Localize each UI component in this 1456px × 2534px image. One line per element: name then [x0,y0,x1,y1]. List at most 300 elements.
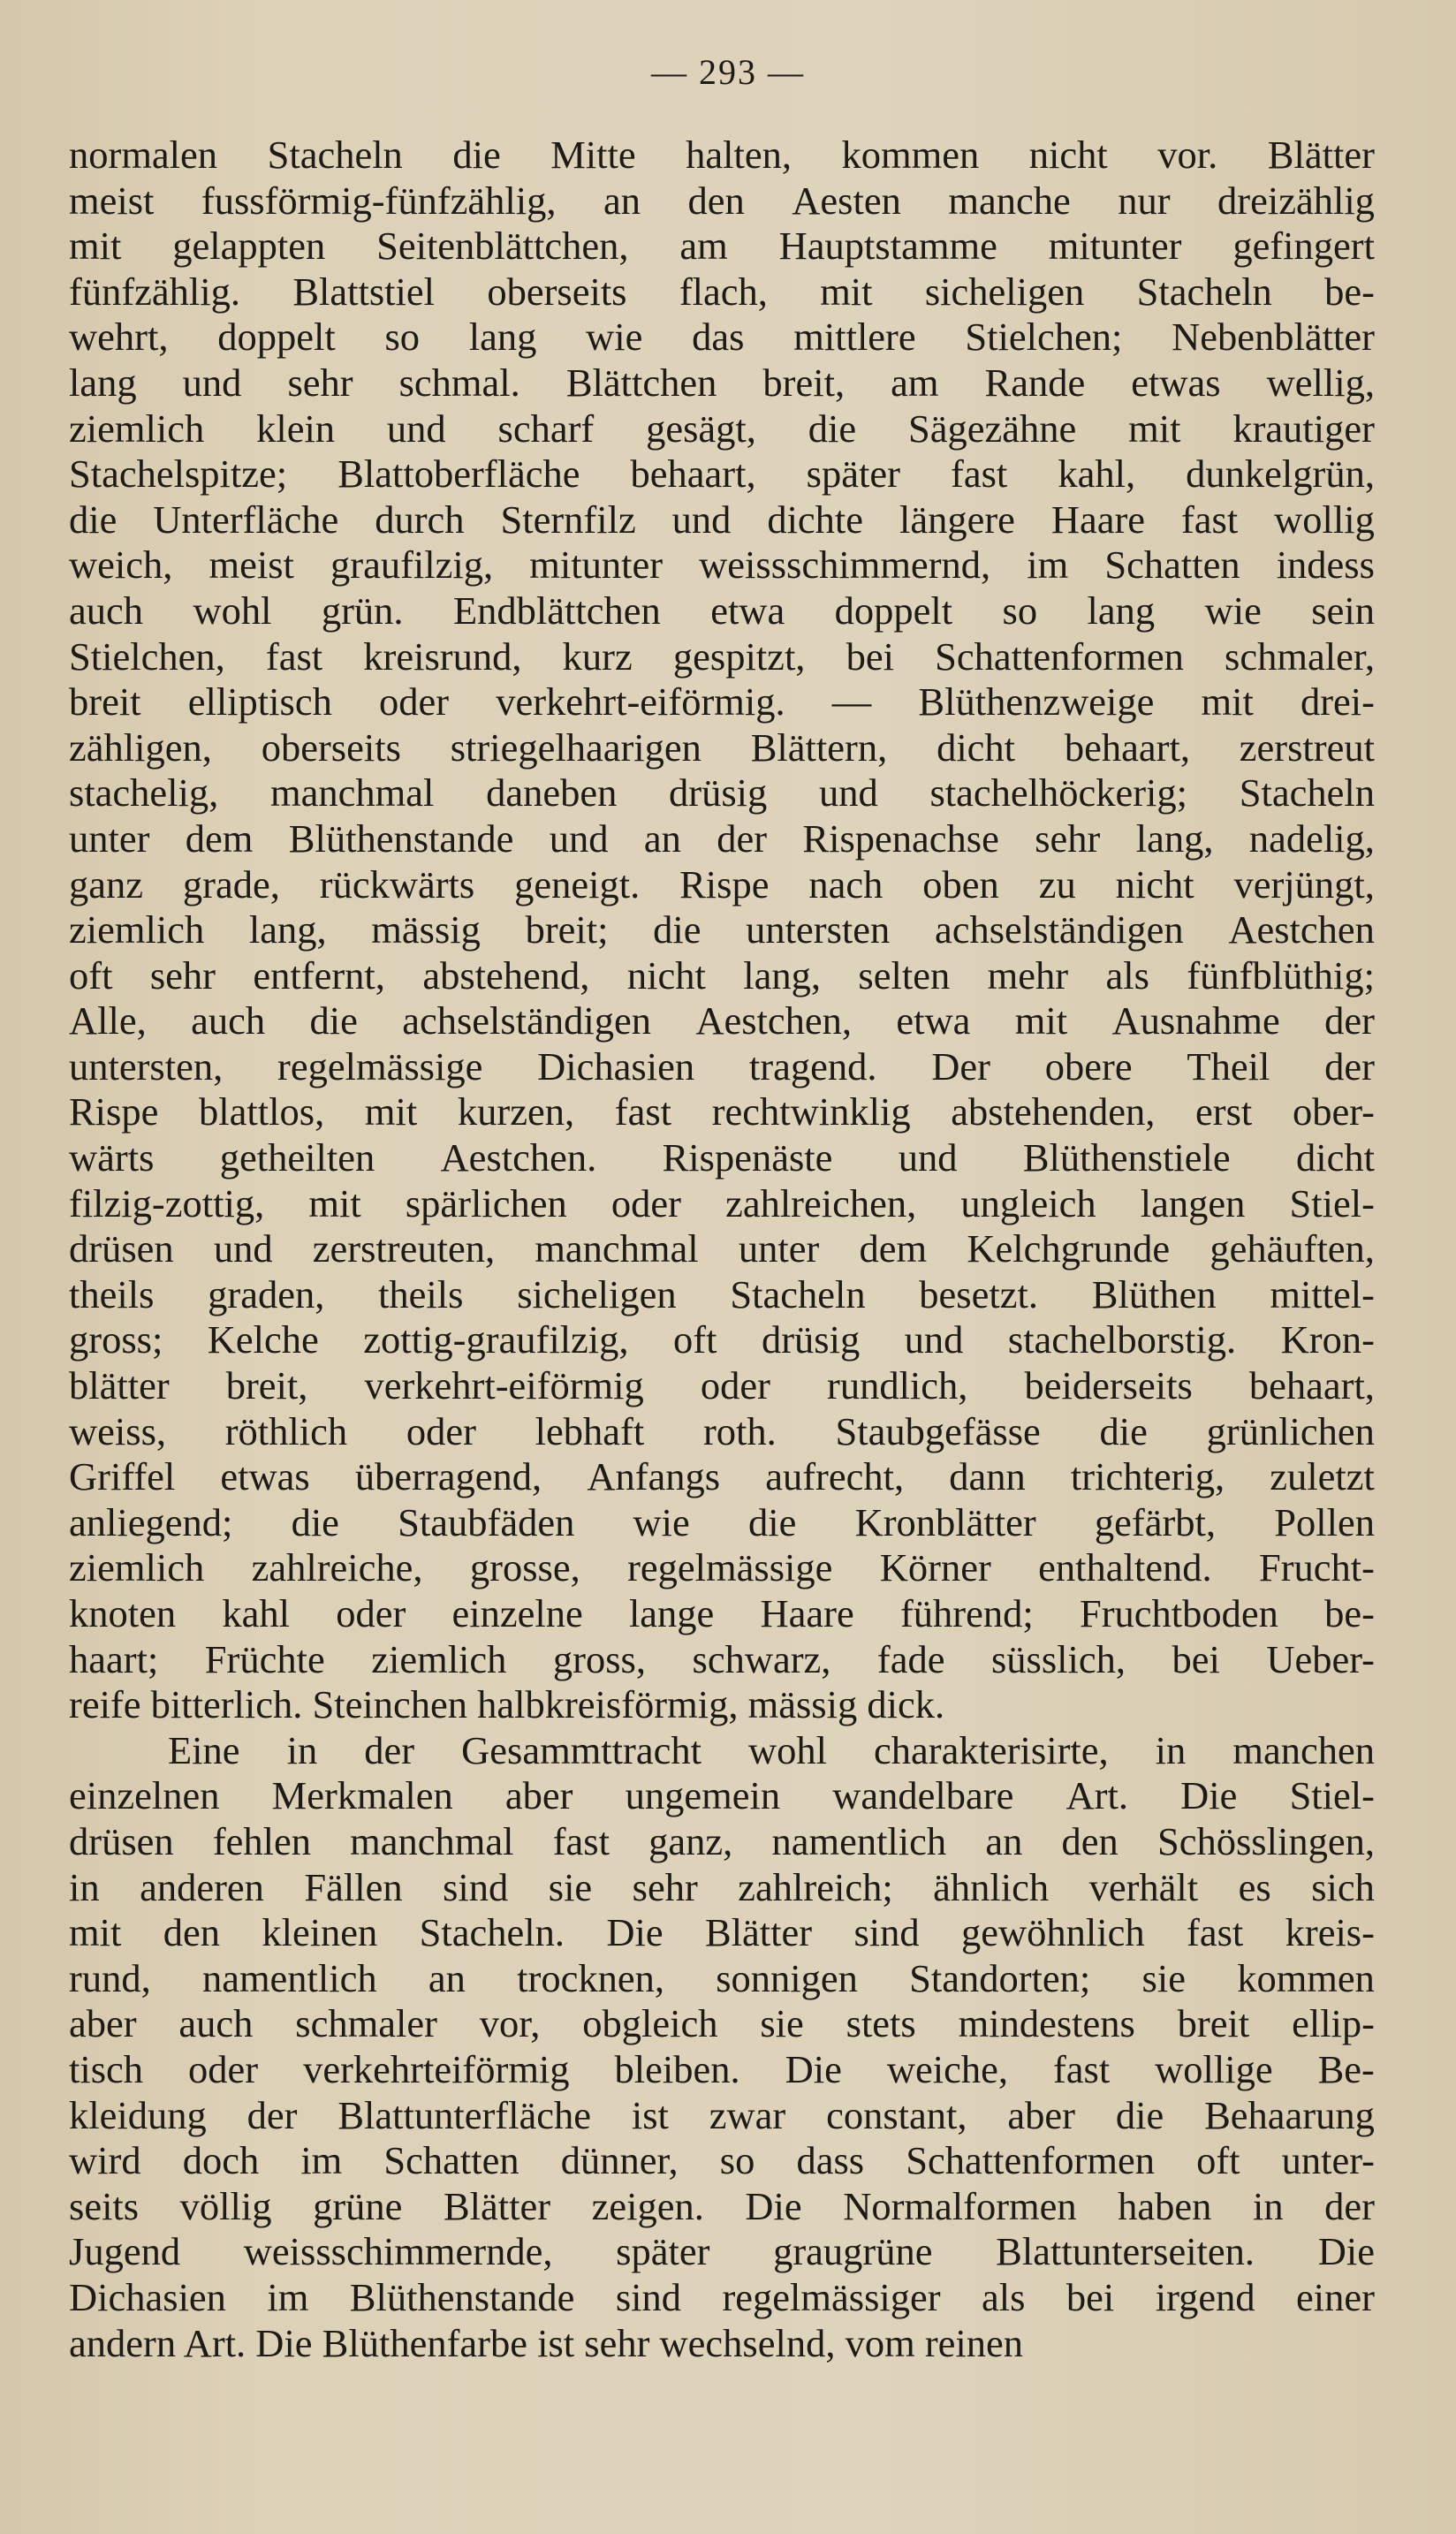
word: lang [69,360,137,405]
word: an [643,816,681,861]
word: mit [820,269,873,314]
text-line [69,178,1375,224]
word: zähligen, [69,725,212,770]
word: und [182,360,242,405]
word: drei- [1300,679,1375,725]
word: dass [796,2138,865,2183]
word: mit [69,224,122,269]
word: fast [951,451,1008,497]
word: zuletzt [1270,1454,1375,1499]
word: an [985,1818,1023,1863]
word: Blätter [443,2183,551,2228]
word: Frucht- [1258,1545,1375,1590]
word: fehlen [212,1818,311,1863]
word: Der [931,1043,990,1089]
word: Kelche [207,1317,319,1362]
word: schmaler, [1225,634,1375,679]
word: ungemein [625,1773,781,1818]
text-line [69,542,1375,588]
text-line [69,1819,1375,1865]
word: fast [614,1089,672,1134]
word: mehr [987,952,1069,998]
word: weiss, [69,1408,167,1453]
text-line [69,1317,1375,1363]
word: ungleich [960,1180,1096,1225]
word: Ausnahme [1111,998,1280,1043]
text-line [69,1956,1375,2002]
word: gesägt, [646,406,756,451]
word: meist [69,178,155,223]
word: einzelne [451,1591,583,1635]
word: weissschimmernd, [699,542,991,588]
word: blattlos, [199,1089,325,1134]
word: so [384,315,421,360]
word: nicht [626,952,706,998]
word: Jugend [69,2229,181,2274]
word: lebhaft [535,1408,645,1453]
word: Sägezähne [908,406,1077,451]
text-line [69,1363,1375,1409]
word: ziemlich [69,907,205,952]
word: gefärbt, [1094,1499,1217,1544]
word: bei [846,634,894,679]
word: so [1002,588,1038,633]
word: oft [673,1317,717,1362]
word: Pollen [1274,1499,1375,1544]
word: Aestchen, [695,998,853,1043]
word: einer [1296,2274,1375,2319]
word: kurz [562,634,633,679]
word: grade, [182,861,280,907]
word: oben [922,861,999,907]
word: wärts [69,1135,155,1180]
word: fünfzählig. [69,269,240,314]
text-line: andern Art. Die Blüthenfarbe ist sehr wechselnd, vom reinen [69,2320,1024,2365]
word: drüsen [69,1818,174,1863]
word: Rispenäste [662,1135,833,1180]
word: dicht [937,725,1016,770]
word: regelmässiger [722,2274,941,2319]
word: vor, [479,2001,541,2046]
word: vor. [1157,133,1218,177]
word: die [69,497,118,542]
word: Blüthenstiele [1022,1135,1231,1180]
word: blätter [69,1363,170,1408]
text-line [69,2001,1375,2047]
word: rundlich, [827,1363,968,1408]
word: dünner, [560,2138,679,2183]
word: die [808,406,857,451]
text-line [69,1637,1375,1683]
text-line [69,1728,1375,1774]
word: in [1155,1727,1187,1772]
word: fade [876,1636,945,1681]
word: trichterig, [1070,1454,1225,1499]
word: ellip- [1292,2001,1375,2046]
text-line [69,1591,1375,1637]
text-line [69,770,1375,816]
word: die [452,133,501,177]
word: Blüthenzweige [918,679,1155,725]
word: indess [1276,542,1375,588]
word: Schattenformen [935,634,1184,679]
text-line [69,1044,1375,1090]
word: selten [858,952,951,998]
word: Ueber- [1266,1636,1375,1681]
word: wie [586,315,643,360]
word: dreizählig [1217,178,1375,223]
word: Alle, [69,998,147,1043]
word: untersten, [69,1043,224,1089]
word: oder [610,1180,681,1225]
word: kreisrund, [363,634,522,679]
word: nicht [1115,861,1194,907]
text-line [69,725,1375,771]
word: Behaarung [1204,2092,1375,2137]
word: gefingert [1232,224,1375,269]
word: etwas [1131,360,1221,405]
word: oft [1196,2138,1240,2183]
word: Unterfläche [153,497,339,542]
word: den [1061,1818,1119,1863]
word: oder [700,1363,770,1408]
word: Stacheln [730,1271,866,1316]
text-line [69,224,1375,269]
text-line [69,953,1375,999]
word: Schatten [1104,542,1240,588]
text-line [69,1181,1375,1227]
word: als [1105,952,1149,998]
word: Stielchen; [965,315,1123,360]
word: Haare [1050,497,1146,542]
word: weissschimmernde, [243,2229,553,2274]
word: dann [949,1454,1026,1499]
word: gespitzt, [672,634,806,679]
text-line [69,2184,1375,2230]
word: tragend. [748,1043,877,1089]
text-line [69,406,1375,452]
word: sind [443,1864,509,1909]
word: mit [1014,998,1068,1043]
text-line [69,1773,1375,1819]
word: graugrüne [773,2229,933,2274]
word: fast [1187,1910,1244,1955]
word: Blüthenstande [349,2274,575,2319]
word: mit [1201,679,1254,725]
text-line [69,1910,1375,1956]
word: meist [209,542,294,588]
word: entfernt, [253,952,385,998]
word: führend; [899,1591,1034,1635]
word: verjüngt, [1233,861,1375,907]
word: lang, [743,952,821,998]
word: daneben [486,770,618,816]
word: Stacheln. [419,1910,565,1955]
word: am [679,224,728,269]
word: in [1252,2183,1284,2228]
word: charakterisirte, [874,1727,1109,1772]
text-line [69,1865,1375,1911]
word: halten, [686,133,792,177]
word: oder [378,679,450,725]
word: auch [191,998,266,1043]
word: wellig, [1266,360,1375,405]
word: Blattunterseiten. [996,2229,1255,2274]
word: es [1238,1864,1271,1909]
word: fast [1052,2046,1111,2091]
word: gewöhnlich [961,1910,1145,1955]
word: aber [69,2001,137,2046]
word: filzig-zottig, [69,1180,265,1225]
word: Stiel- [1289,1180,1375,1225]
word: sicheligen [924,269,1085,314]
word: weiche, [886,2046,1008,2091]
word: Blättern, [750,725,888,770]
word: theils [378,1271,464,1316]
word: zahlreichen, [725,1180,917,1225]
word: gross, [552,1636,647,1681]
word: Kron- [1280,1317,1375,1362]
text-line [69,1272,1375,1318]
word: lange [628,1591,715,1635]
word: breit [69,679,141,725]
word: das [692,315,745,360]
word: am [891,360,939,405]
text-line [69,679,1375,725]
word: mittlere [793,315,916,360]
word: kreis- [1285,1910,1375,1955]
word: die [309,998,358,1043]
word: lang, [248,907,327,952]
word: graufilzig, [330,542,494,588]
word: Standorten; [909,1955,1091,2000]
word: den [687,178,745,223]
word: elliptisch [187,679,332,725]
word: in [286,1727,318,1772]
word: bei [1172,1636,1220,1681]
word: zerstreuten, [312,1226,496,1271]
word: oberseits [487,269,627,314]
word: nicht [1028,133,1108,177]
word: achselständigen [934,907,1184,952]
page-number: — 293 — [651,52,805,92]
word: völlig [179,2183,272,2228]
word: Griffel [69,1454,176,1499]
word: verkehrt-eiförmig [364,1363,644,1408]
word: kurzen, [457,1089,575,1134]
word: Blätter [1267,133,1375,177]
word: gelappten [172,224,326,269]
word: sonnigen [716,1955,858,2000]
word: wie [633,1499,690,1544]
word: geneigt. [514,861,641,907]
word: und [904,1317,964,1362]
word: der [717,816,768,861]
word: sie [760,2001,804,2046]
word: Blättchen [565,360,717,405]
word: haben [1118,2183,1212,2228]
word: gehäuften, [1210,1226,1375,1271]
word: zottig-graufilzig, [363,1317,629,1362]
word: Nebenblätter [1172,315,1375,360]
word: fast [1180,497,1239,542]
word: oder [406,1408,476,1453]
word: kahl [222,1591,290,1635]
word: die [653,907,701,952]
word: wollig [1274,497,1375,542]
word: sicheligen [517,1271,677,1316]
word: nur [1118,178,1171,223]
word: gross; [69,1317,163,1362]
word: tisch [69,2046,144,2091]
text-line [69,1500,1375,1546]
word: abstehenden, [951,1089,1156,1134]
word: Schatten [383,2138,519,2183]
word: behaart, [1248,1363,1375,1408]
word: Theil [1187,1043,1270,1089]
word: constant, [826,2092,967,2137]
word: be- [1324,269,1375,314]
word: breit; [525,907,609,952]
word: mindestens [958,2001,1135,2046]
word: unter [69,816,150,861]
word: unter- [1281,2138,1375,2183]
word: überragend, [354,1454,542,1499]
word: im [1027,542,1069,588]
word: Aestchen [1228,907,1375,952]
word: der [1324,998,1375,1043]
word: getheilten [219,1135,375,1180]
word: namentlich [201,1955,377,2000]
word: als [982,2274,1026,2319]
word: oft [69,952,113,998]
word: längere [899,497,1015,542]
word: die [1115,2092,1164,2137]
word: im [300,2138,343,2183]
word: Dichasien [69,2274,226,2319]
word: Blätter [705,1910,813,1955]
word: Schösslingen, [1156,1818,1375,1863]
word: anderen [140,1864,264,1909]
word: bleiben. [614,2046,740,2091]
text-line [69,269,1375,315]
word: Blüthenstande [288,816,514,861]
word: wehrt, [69,315,169,360]
text-line [69,634,1375,680]
word: kleidung [69,2092,207,2137]
word: sie [548,1864,593,1909]
word: weich, [69,542,173,588]
word: der [1324,1043,1375,1089]
word: beiderseits [1024,1363,1193,1408]
word: ziemlich [69,1545,205,1590]
word: klein [256,406,336,451]
word: sehr [287,360,353,405]
word: sehr [149,952,216,998]
word: Blattoberfläche [337,451,580,497]
text-line [69,360,1375,406]
word: zahlreich; [738,1864,893,1909]
word: ziemlich [371,1636,507,1681]
text-line [69,1545,1375,1591]
word: und [898,1135,958,1180]
word: Stachelspitze; [69,451,288,497]
word: Rande [984,360,1086,405]
word: zu [1038,861,1076,907]
word: Blattunterfläche [337,2092,591,2137]
word: so [719,2138,755,2183]
word: dichte [767,497,864,542]
word: Anfangs [587,1454,721,1499]
word: manche [948,178,1071,223]
word: mit [69,1910,122,1955]
word: drüsig [761,1317,861,1362]
word: dem [185,816,254,861]
text-line [69,133,1375,178]
word: ähnlich [933,1864,1050,1909]
word: stets [846,2001,916,2046]
word: Früchte [204,1636,325,1681]
word: mitunter [529,542,664,588]
word: sehr [632,1864,698,1909]
word: Die [1180,1773,1238,1818]
word: Eine [168,1727,240,1772]
word: breit [1177,2001,1250,2046]
word: etwas [220,1454,310,1499]
word: mässig [371,907,481,952]
word: Die [745,2183,802,2228]
word: stachelborstig. [1007,1317,1237,1362]
word: doppelt [834,588,953,633]
word: Stacheln [1239,770,1375,816]
word: behaart, [1064,725,1190,770]
word: zerstreut [1239,725,1375,770]
word: lang, [1135,816,1214,861]
word: Blattstiel [292,269,435,314]
word: regelmässige [627,1545,833,1590]
word: rund, [69,1955,151,2000]
word: später [616,2229,710,2274]
word: schmaler [295,2001,437,2046]
word: namentlich [771,1818,947,1863]
word: Stacheln [267,133,403,177]
body-text [69,133,1375,2366]
text-line [69,1409,1375,1455]
word: zwar [709,2092,786,2137]
word: in [69,1864,100,1909]
word: seits [69,2183,140,2228]
word: doch [182,2138,260,2183]
word: doppelt [217,315,336,360]
word: rechtwinklig [711,1089,911,1134]
word: behaart, [630,451,756,497]
word: langen [1140,1180,1246,1225]
word: rückwärts [319,861,475,907]
word: aber [504,1773,573,1818]
word: wohl [748,1727,827,1772]
word: obere [1044,1043,1133,1089]
word: — [831,679,872,725]
word: Rispe [69,1089,159,1134]
word: abstehend, [422,952,590,998]
word: fast [552,1818,610,1863]
word: und [386,406,446,451]
word: kleinen [262,1910,378,1955]
word: auch [178,2001,254,2046]
word: krautiger [1232,406,1375,451]
word: wandelbare [832,1773,1014,1818]
word: irgend [1155,2274,1255,2319]
